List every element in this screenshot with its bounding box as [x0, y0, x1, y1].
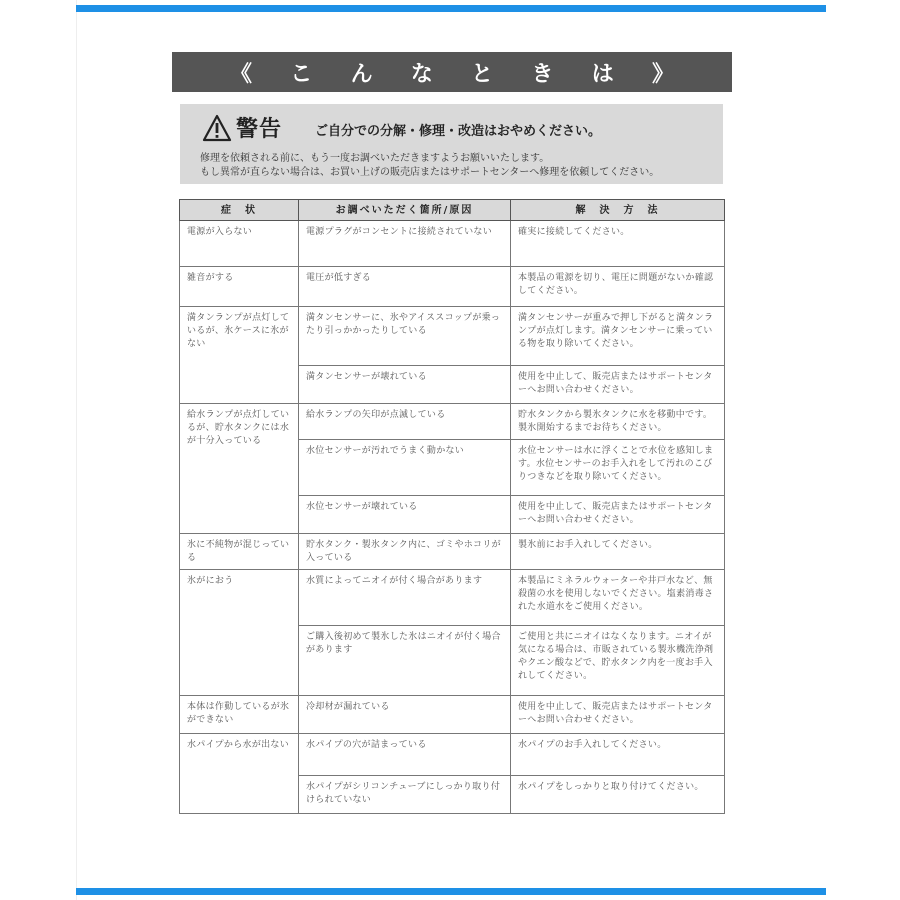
table-row	[180, 404, 725, 440]
cause-cell: 電圧が低すぎる	[299, 267, 511, 307]
solution-cell: 水パイプのお手入れしてください。	[511, 734, 725, 776]
cause-cell: 満タンセンサーが壊れている	[299, 366, 511, 404]
table-row	[180, 221, 725, 267]
symptom-cell: 本体は作動しているが氷ができない	[180, 696, 299, 734]
title-char: と	[471, 61, 494, 87]
title-char: ん	[350, 61, 373, 87]
table-row	[180, 570, 725, 626]
warning-headline: ご自分での分解・修理・改造はおやめください。	[315, 124, 602, 139]
symptom-cell: 氷がにおう	[180, 570, 299, 696]
solution-cell: 確実に接続してください。	[511, 221, 725, 267]
title-char: こ	[290, 61, 313, 87]
symptom-cell: 電源が入らない	[180, 221, 299, 267]
top-accent-bar	[76, 5, 826, 12]
solution-cell: 使用を中止して、販売店またはサポートセンターへお問い合わせください。	[511, 696, 725, 734]
page-title	[172, 52, 732, 92]
table-row	[180, 696, 725, 734]
cause-cell: 水位センサーが汚れでうまく動かない	[299, 440, 511, 496]
warning-line: 修理を依頼される前に、もう一度お調べいただきますようお願いいたします。	[200, 153, 550, 164]
symptom-cell: 氷に不純物が混じっている	[180, 534, 299, 570]
solution-cell: 使用を中止して、販売店またはサポートセンターへお問い合わせください。	[511, 366, 725, 404]
cause-cell: 貯水タンク・製氷タンク内に、ゴミやホコリが入っている	[299, 534, 511, 570]
troubleshooting-table	[179, 199, 725, 814]
warning-heading	[202, 112, 282, 143]
title-char: 》	[651, 61, 674, 87]
warning-title: 警告	[236, 117, 283, 142]
symptom-cell: 給水ランプが点灯しているが、貯水タンクには水が十分入っている	[180, 404, 299, 534]
cause-cell: 水質によってニオイが付く場合があります	[299, 570, 511, 626]
solution-cell: 水パイプをしっかりと取り付けてください。	[511, 776, 725, 814]
cause-cell: 水位センサーが壊れている	[299, 496, 511, 534]
cause-cell: 水パイプの穴が詰まっている	[299, 734, 511, 776]
warning-body	[200, 152, 659, 180]
table-header-row	[180, 200, 725, 221]
table-row	[180, 734, 725, 776]
solution-cell: ご使用と共にニオイはなくなります。ニオイが気になる場合は、市販されている製氷機洗浄剤やクエン酸などで、貯水タンク内を一度お手入れしてください。	[511, 626, 725, 696]
solution-cell: 満タンセンサーが重みで押し下がると満タンランプが点灯します。満タンセンサーに乗っている物を取り除いてください。	[511, 307, 725, 366]
symptom-cell: 雑音がする	[180, 267, 299, 307]
solution-cell: 水位センサーは水に浮くことで水位を感知します。水位センサーのお手入れをして汚れのこびりつきなどを取り除いてください。	[511, 440, 725, 496]
symptom-cell: 水パイプから水が出ない	[180, 734, 299, 814]
cause-cell: 冷却材が漏れている	[299, 696, 511, 734]
cause-cell: 水パイプがシリコンチューブにしっかり取り付けられていない	[299, 776, 511, 814]
table-row	[180, 307, 725, 366]
solution-cell: 本製品にミネラルウォーターや井戸水など、無殺菌の水を使用しないでください。塩素消毒された水道水をご使用ください。	[511, 570, 725, 626]
column-header-symptom: 症 状	[180, 200, 299, 221]
cause-cell: 給水ランプの矢印が点滅している	[299, 404, 511, 440]
cause-cell: 満タンセンサーに、氷やアイススコップが乗ったり引っかかったりしている	[299, 307, 511, 366]
title-char: は	[591, 61, 614, 87]
symptom-cell: 満タンランプが点灯しているが、氷ケースに氷がない	[180, 307, 299, 404]
warning-triangle-icon	[202, 114, 232, 142]
warning-box	[180, 104, 723, 184]
solution-cell: 本製品の電源を切り、電圧に問題がないか確認してください。	[511, 267, 725, 307]
column-header-solution: 解 決 方 法	[511, 200, 725, 221]
title-char: 《	[230, 61, 253, 87]
warning-line: もし異常が直らない場合は、お買い上げの販売店またはサポートセンターへ修理を依頼してください。	[200, 167, 660, 178]
solution-cell: 製氷前にお手入れしてください。	[511, 534, 725, 570]
cause-cell: 電源プラグがコンセントに接続されていない	[299, 221, 511, 267]
table-row	[180, 534, 725, 570]
cause-cell: ご購入後初めて製氷した氷はニオイが付く場合があります	[299, 626, 511, 696]
solution-cell: 使用を中止して、販売店またはサポートセンターへお問い合わせください。	[511, 496, 725, 534]
column-header-cause: お調べいただく箇所/原因	[299, 200, 511, 221]
solution-cell: 貯水タンクから製氷タンクに水を移動中です。製氷開始するまでお待ちください。	[511, 404, 725, 440]
title-char: き	[531, 61, 554, 87]
bottom-accent-bar	[76, 888, 826, 895]
table-row	[180, 267, 725, 307]
title-char: な	[410, 61, 433, 87]
